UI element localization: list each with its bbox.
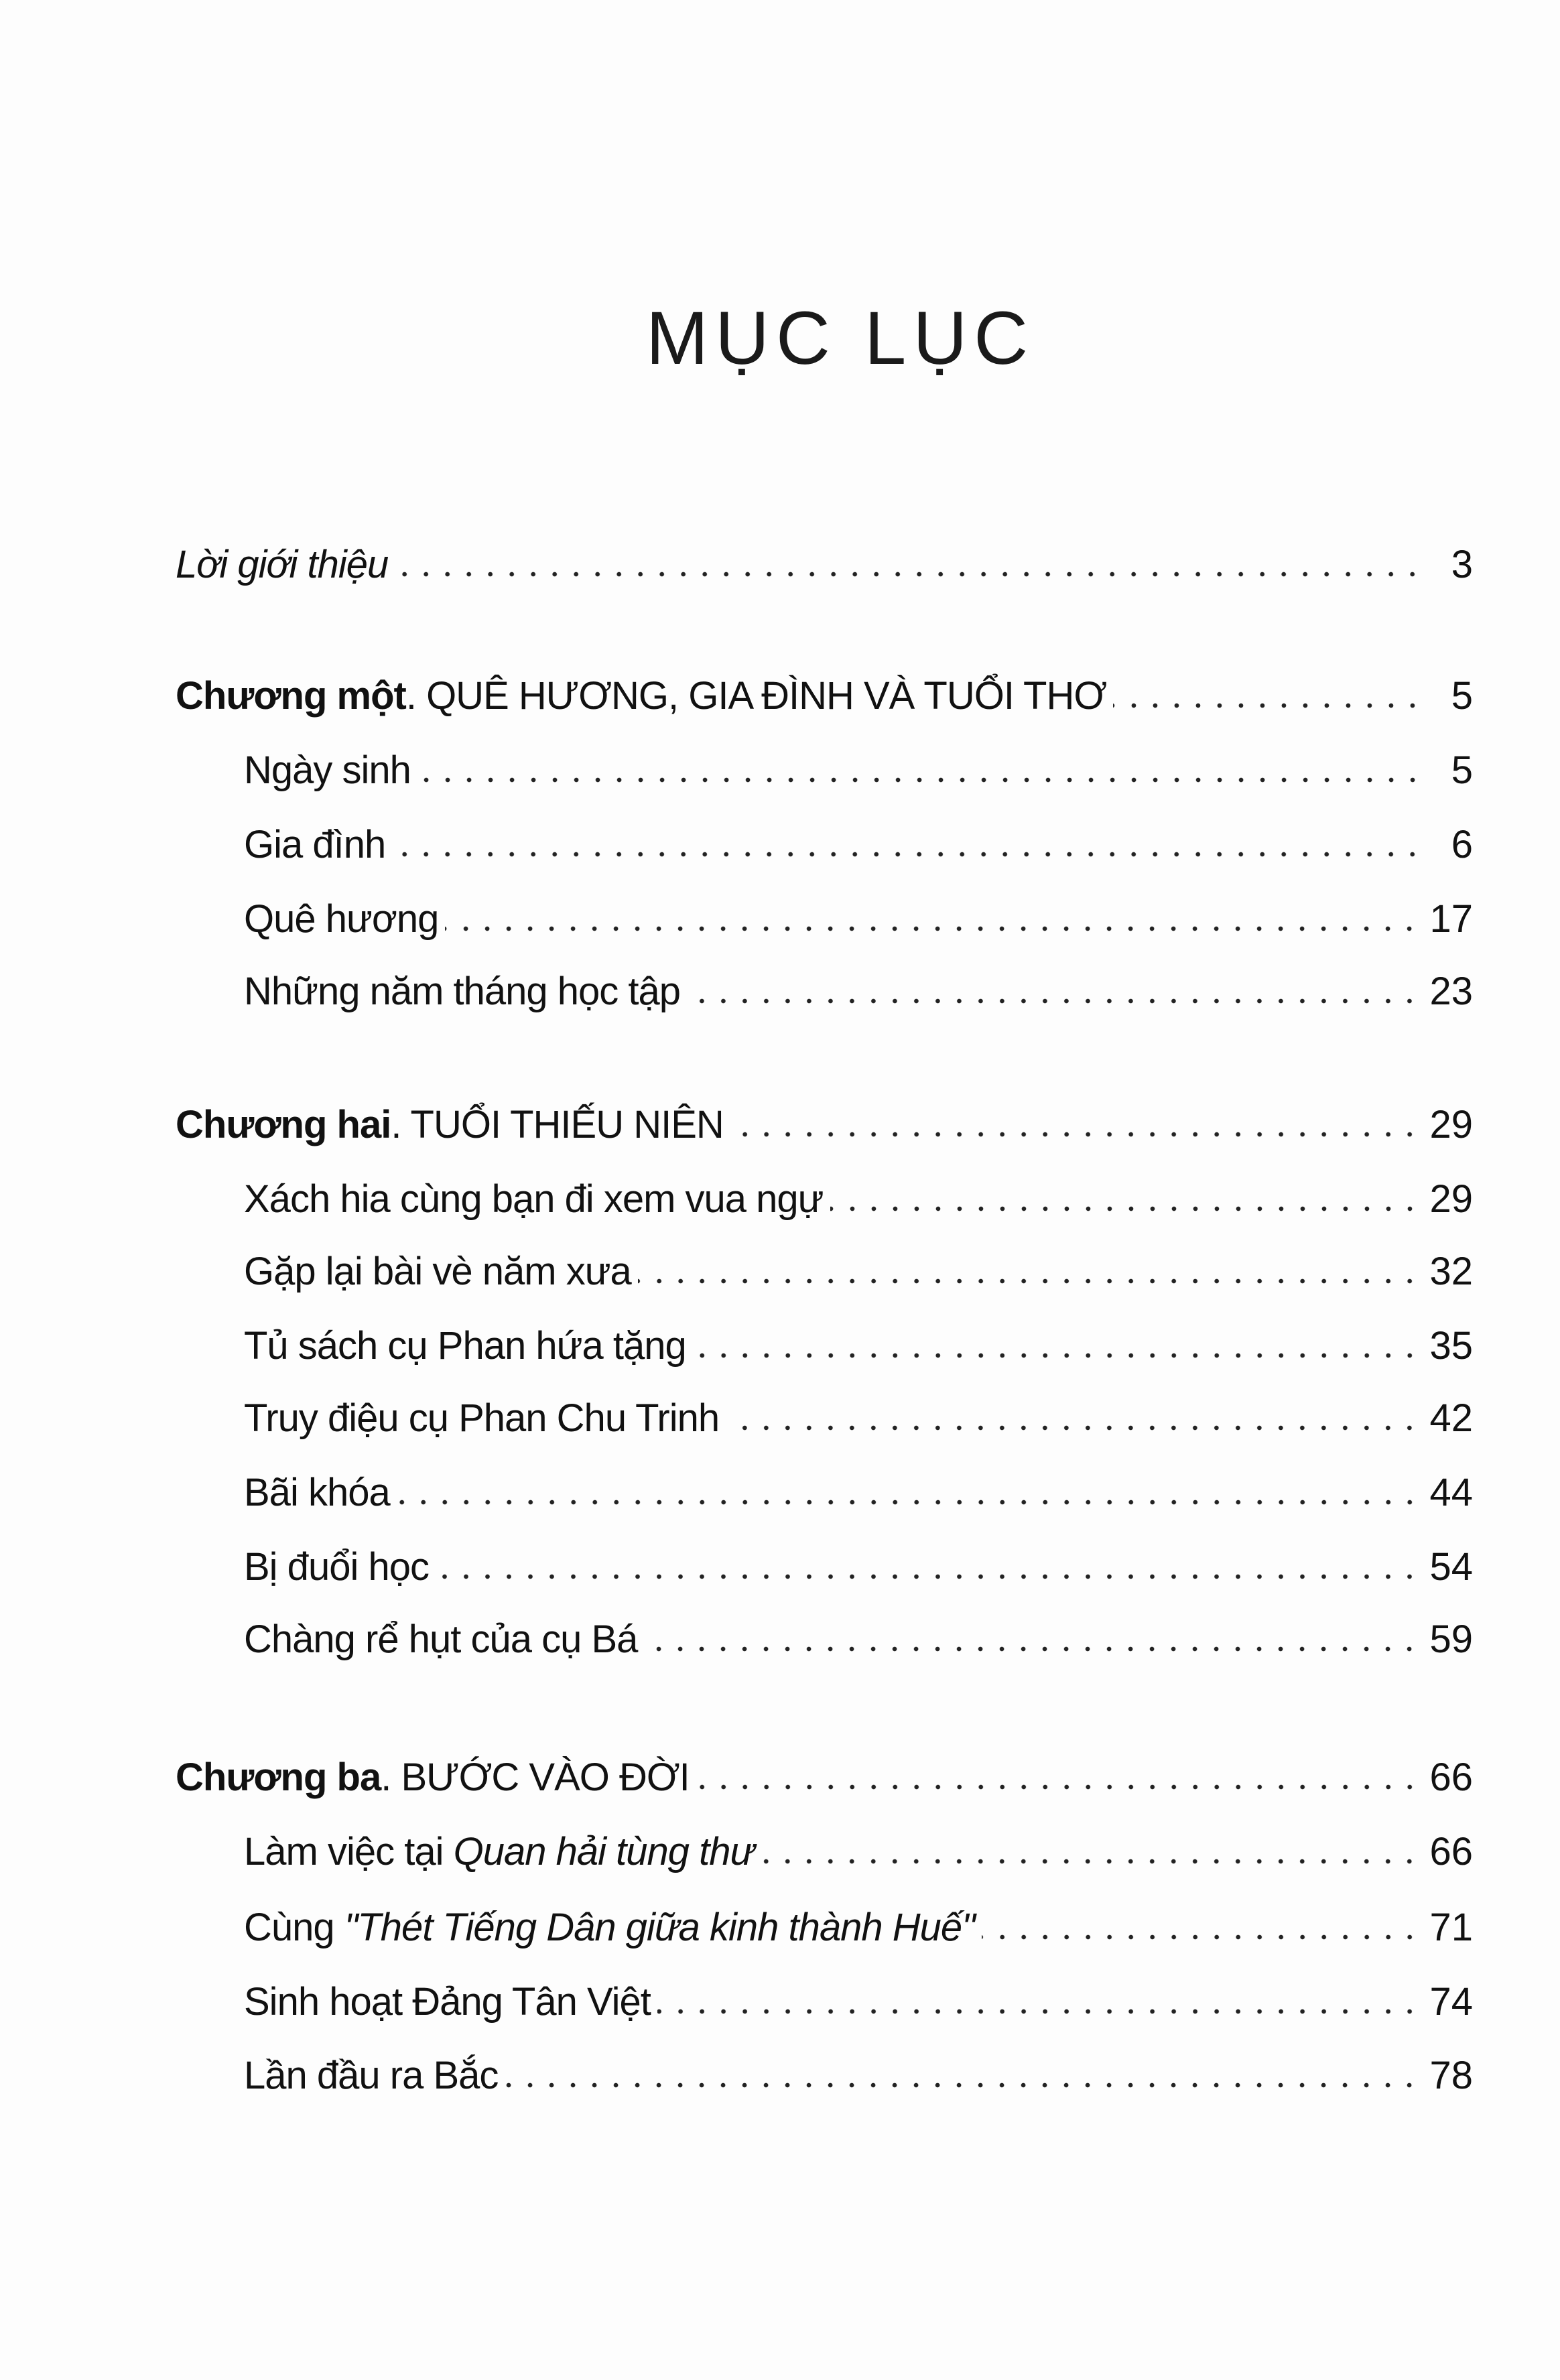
toc-section-entry <box>244 1979 1473 2040</box>
entry-title-part: "Thét Tiếng Dân giữa kinh thành Huế" <box>344 1906 975 1949</box>
page-number: 29 <box>1429 1177 1473 1221</box>
toc-section-entry <box>244 1544 1473 1605</box>
entry-title-part: Gia đình <box>244 823 386 866</box>
dot-leader <box>696 1784 1421 1790</box>
page-number: 17 <box>1429 897 1473 941</box>
toc-section-entry <box>244 822 1473 882</box>
dot-leader <box>982 1934 1421 1940</box>
entry-title <box>244 2053 498 2098</box>
entry-title <box>244 1979 651 2024</box>
entry-title <box>176 673 1106 718</box>
dot-leader <box>505 2082 1420 2089</box>
dot-leader <box>395 571 1423 578</box>
entry-title <box>244 1829 754 1874</box>
toc-section-entry <box>244 1829 1473 1890</box>
dot-leader <box>417 777 1423 783</box>
dot-leader <box>436 1573 1421 1580</box>
toc-section-entry <box>244 1905 1473 1965</box>
entry-title <box>244 897 438 941</box>
dot-leader <box>657 2008 1421 2015</box>
entry-title-part: . TUỔI THIẾU NIÊN <box>391 1103 724 1146</box>
entry-title-part: Xách hia cùng bạn đi xem vua ngự <box>244 1177 824 1221</box>
dot-leader <box>638 1278 1421 1284</box>
entry-title-part: Chương hai <box>176 1103 391 1146</box>
entry-title-part: Chương ba <box>176 1756 381 1799</box>
entry-title <box>176 1102 724 1147</box>
toc-section-entry <box>244 1396 1473 1456</box>
dot-leader <box>693 1352 1421 1359</box>
entry-title <box>244 1470 390 1515</box>
entry-title-part: Truy điệu cụ Phan Chu Trinh <box>244 1396 720 1440</box>
page-number: 59 <box>1429 1617 1473 1661</box>
entry-title-part: Ngày sinh <box>244 748 411 792</box>
entry-title-part: Lời giới thiệu <box>176 543 389 586</box>
page-number: 29 <box>1429 1103 1473 1146</box>
entry-title-part: Chương một <box>176 674 406 718</box>
entry-title-part: Bị đuổi học <box>244 1545 429 1589</box>
dot-leader <box>726 1425 1420 1431</box>
entry-title <box>176 1755 690 1800</box>
toc-intro-entry <box>176 542 1473 602</box>
dot-leader <box>730 1131 1421 1138</box>
entry-title-part: Gặp lại bài vè năm xưa <box>244 1250 631 1293</box>
entry-title-part: . BƯỚC VÀO ĐỜI <box>381 1756 690 1799</box>
page-number: 35 <box>1429 1324 1473 1368</box>
entry-title <box>244 822 385 867</box>
dot-leader <box>644 1646 1420 1652</box>
toc-chapter-entry <box>176 1102 1473 1163</box>
entry-title <box>244 969 680 1014</box>
page-number: 66 <box>1429 1756 1473 1799</box>
page-number: 66 <box>1429 1830 1473 1873</box>
dot-leader <box>687 998 1420 1004</box>
page-number: 23 <box>1429 970 1473 1013</box>
toc-chapter-entry <box>176 673 1473 734</box>
entry-title <box>176 542 388 587</box>
entry-title <box>244 1396 719 1441</box>
toc-section-entry <box>244 1470 1473 1530</box>
entry-title-part: Những năm tháng học tập <box>244 970 681 1013</box>
page-number: 74 <box>1429 1980 1473 2024</box>
entry-title <box>244 1177 824 1221</box>
page-number: 42 <box>1429 1396 1473 1440</box>
page-number: 3 <box>1451 543 1473 586</box>
toc-section-entry <box>244 1249 1473 1309</box>
page-number: 44 <box>1429 1471 1473 1514</box>
entry-title-part: Làm việc tại <box>244 1830 454 1873</box>
toc-section-entry <box>244 2053 1473 2113</box>
entry-title-part: Quan hải tùng thư <box>453 1830 755 1873</box>
page-title: MỤC LỤC <box>645 296 1035 380</box>
page-number: 54 <box>1429 1545 1473 1589</box>
toc-section-entry <box>244 897 1473 957</box>
entry-title-part: Lần đầu ra Bắc <box>244 2054 499 2097</box>
page-number: 71 <box>1429 1906 1473 1949</box>
dot-leader <box>830 1205 1421 1212</box>
page-number: 5 <box>1451 674 1473 718</box>
entry-title-part: Chàng rể hụt của cụ Bá <box>244 1617 638 1661</box>
toc-chapter-entry <box>176 1755 1473 1815</box>
page-number: 78 <box>1429 2054 1473 2097</box>
toc-section-entry <box>244 1617 1473 1677</box>
entry-title <box>244 1617 637 1662</box>
entry-title-part: Cùng <box>244 1906 344 1949</box>
dot-leader <box>397 1499 1421 1506</box>
dot-leader <box>392 851 1423 858</box>
entry-title-part: Tủ sách cụ Phan hứa tặng <box>244 1324 686 1368</box>
entry-title <box>244 1544 429 1589</box>
page-number: 32 <box>1429 1250 1473 1293</box>
dot-leader <box>445 925 1420 932</box>
toc-section-entry <box>244 969 1473 1029</box>
entry-title-part: Quê hương <box>244 897 439 941</box>
dot-leader <box>761 1858 1420 1865</box>
entry-title <box>244 1249 631 1294</box>
toc-section-entry <box>244 748 1473 808</box>
page-number: 5 <box>1451 748 1473 792</box>
entry-title <box>244 748 411 793</box>
entry-title <box>244 1905 975 1950</box>
entry-title-part: . QUÊ HƯƠNG, GIA ĐÌNH VÀ TUỔI THƠ <box>405 674 1107 718</box>
entry-title <box>244 1323 686 1368</box>
toc-section-entry <box>244 1323 1473 1384</box>
toc-section-entry <box>244 1177 1473 1237</box>
entry-title-part: Bãi khóa <box>244 1471 390 1514</box>
entry-title-part: Sinh hoạt Đảng Tân Việt <box>244 1980 651 2024</box>
dot-leader <box>1113 702 1423 709</box>
page-number: 6 <box>1451 823 1473 866</box>
